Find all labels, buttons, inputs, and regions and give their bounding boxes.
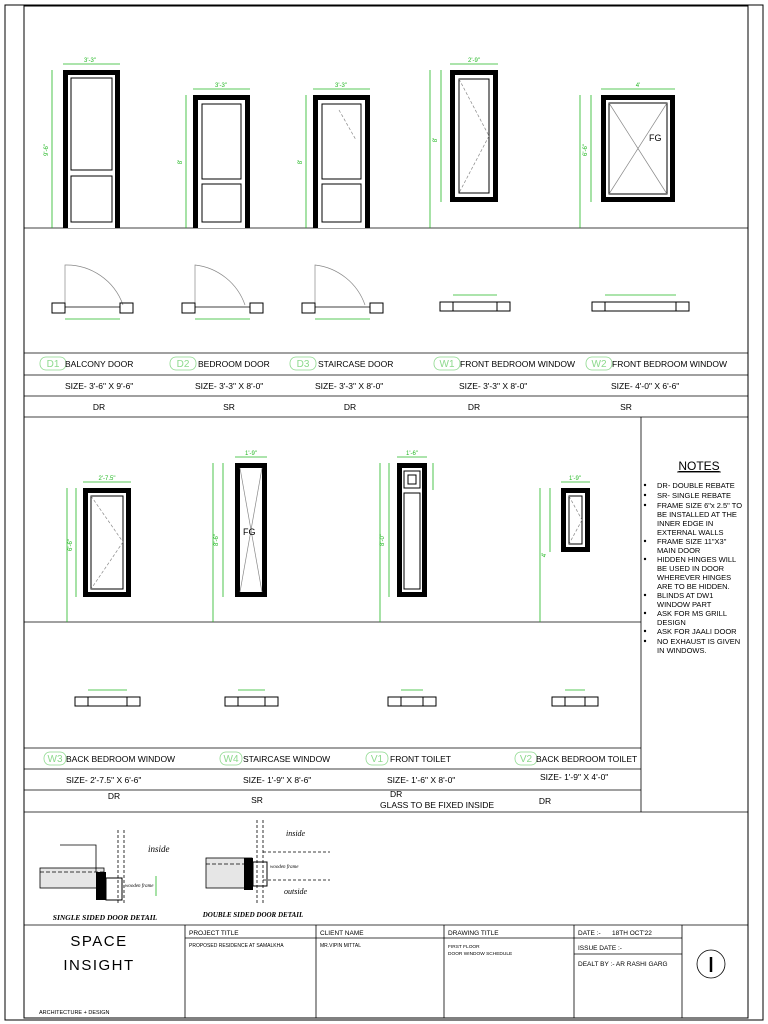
double-outside-label: outside	[284, 887, 308, 896]
plan-d1	[52, 265, 133, 319]
top-schedule	[40, 357, 727, 412]
w2-code: W2	[591, 359, 607, 370]
dealt-by: DEALT BY :- AR RASHI GARG	[578, 961, 668, 968]
w3-rebate: DR	[107, 791, 121, 801]
v1-code: V1	[370, 754, 384, 765]
note-item-9-line: IN WINDOWS.	[657, 646, 707, 655]
project-title-label: PROJECT TITLE	[189, 930, 239, 937]
w1-width-dim: 2'-9"	[468, 58, 480, 64]
date-value: 18TH OCT'22	[612, 930, 652, 937]
single-inside-label: inside	[148, 844, 170, 854]
d3-code: D3	[296, 359, 310, 370]
firm-name-line1: SPACE	[70, 933, 128, 950]
v2-name: BACK BEDROOM TOILET	[536, 754, 638, 764]
note-item-5-line: ARE TO BE HIDDEN.	[657, 582, 730, 591]
d1-height-dim: 9'-6"	[44, 144, 50, 156]
elevation-w3	[67, 476, 131, 622]
w1-size: SIZE- 3'-3" X 8'-0"	[459, 381, 528, 391]
w2-glass-label: FG	[649, 133, 662, 143]
w3-size: SIZE- 2'-7.5" X 6'-6"	[66, 775, 142, 785]
single-detail-title: SINGLE SIDED DOOR DETAIL	[52, 913, 158, 922]
v1-width-dim: 1'-6"	[406, 451, 418, 457]
d3-rebate: DR	[343, 402, 357, 412]
d3-name: STAIRCASE DOOR	[318, 359, 394, 369]
d2-width-dim: 3'-3"	[215, 83, 227, 89]
d3-size: SIZE- 3'-3" X 8'-0"	[315, 381, 384, 391]
note-item-1: DR- DOUBLE REBATE	[657, 481, 735, 490]
v2-width-dim: 1'-9"	[569, 476, 581, 482]
w3-width-dim: 2'-7.5"	[98, 476, 116, 482]
client-name: MR.VIPIN MITTAL	[320, 943, 362, 949]
w1-code: W1	[439, 359, 455, 370]
note-item-3-line: BE INSTALLED AT THE	[657, 510, 737, 519]
note-item-5-line: WHEREVER HINGES	[657, 573, 732, 582]
d2-code: D2	[176, 359, 190, 370]
v1-height-dim: 8'-0"	[380, 534, 386, 546]
w4-glass-label: FG	[243, 527, 256, 537]
plan-d3	[302, 265, 383, 319]
d1-rebate: DR	[92, 402, 106, 412]
plan-v2	[552, 690, 598, 706]
note-item-9-line: NO EXHAUST IS GIVEN	[657, 637, 741, 646]
note-item-2: SR- SINGLE REBATE	[657, 491, 732, 500]
elevation-d2	[178, 83, 250, 228]
w1-rebate: DR	[467, 402, 481, 412]
drawing-title-line2: DOOR WINDOW SCHEDULE	[448, 952, 513, 957]
project-title: PROPOSED RESIDENCE AT SAMALKHA	[189, 943, 284, 949]
d3-width-dim: 3'-3"	[335, 83, 347, 89]
note-item-5-line: BE USED IN DOOR	[657, 564, 725, 573]
note-item-3	[657, 501, 744, 537]
w3-code: W3	[47, 754, 63, 765]
v2-rebate: DR	[538, 796, 552, 806]
d2-name: BEDROOM DOOR	[198, 359, 270, 369]
double-frame-label: wooden frame	[270, 865, 299, 870]
double-inside-label: inside	[286, 829, 306, 838]
v1-rebate: DR	[390, 789, 403, 799]
double-sided-door-detail	[202, 820, 330, 919]
note-item-6-line: WINDOW PART	[657, 600, 712, 609]
w4-height-dim: 8'-6"	[214, 534, 220, 546]
notes-title: NOTES	[678, 459, 720, 473]
plan-d2	[182, 265, 263, 319]
d3-height-dim: 8'	[298, 159, 304, 165]
elevation-w2	[580, 83, 675, 228]
elevation-d1	[44, 58, 120, 228]
bottom-schedule	[44, 752, 637, 810]
note-item-6-line: BLINDS AT DW1	[657, 591, 714, 600]
title-block	[39, 925, 725, 1018]
v2-height-dim: 4'	[542, 552, 548, 558]
w2-name: FRONT BEDROOM WINDOW	[612, 359, 728, 369]
w2-size: SIZE- 4'-0" X 6'-6"	[611, 381, 680, 391]
client-name-label: CLIENT NAME	[320, 930, 364, 937]
elevation-d3	[298, 83, 370, 228]
note-item-4-line: FRAME SIZE 11"X3"	[657, 537, 727, 546]
note-item-5-line: HIDDEN HINGES WILL	[657, 555, 736, 564]
double-detail-title: DOUBLE SIDED DOOR DETAIL	[202, 911, 304, 919]
plan-w1	[440, 295, 510, 311]
w4-width-dim: 1'-9"	[245, 451, 257, 457]
note-item-3-line: INNER EDGE IN	[657, 519, 714, 528]
drawing-title-line1: FIRST FLOOR	[448, 945, 480, 950]
note-item-3-line: EXTERNAL WALLS	[657, 528, 724, 537]
w1-name: FRONT BEDROOM WINDOW	[460, 359, 576, 369]
w1-height-dim: 8'	[433, 137, 439, 143]
v1-name: FRONT TOILET	[390, 754, 451, 764]
notes-panel	[644, 459, 744, 655]
d1-width-dim: 3'-3"	[84, 58, 96, 64]
w4-rebate: SR	[251, 795, 263, 805]
note-item-4	[657, 537, 728, 555]
note-item-7-line: DESIGN	[657, 618, 686, 627]
w2-width-dim: 4'	[635, 83, 641, 89]
drawing-title-label: DRAWING TITLE	[448, 930, 499, 937]
note-item-3-line: FRAME SIZE 6"x 2.5" TO	[657, 501, 743, 510]
d1-size: SIZE- 3'-6" X 9'-6"	[65, 381, 134, 391]
w3-height-dim: 6'-6"	[68, 539, 74, 551]
v1-rebate-note: GLASS TO BE FIXED INSIDE	[380, 800, 494, 810]
d1-name: BALCONY DOOR	[65, 359, 134, 369]
note-item-8: ASK FOR JAALI DOOR	[657, 627, 737, 636]
plan-w3	[75, 690, 140, 706]
firm-name-line2: INSIGHT	[63, 957, 135, 974]
d2-size: SIZE- 3'-3" X 8'-0"	[195, 381, 264, 391]
single-frame-label: wooden frame	[125, 884, 154, 889]
w4-code: W4	[223, 754, 239, 765]
elevation-v1	[380, 451, 433, 622]
plan-w2	[592, 295, 689, 311]
v2-code: V2	[519, 754, 533, 765]
note-item-7	[657, 609, 729, 627]
v1-size: SIZE- 1'-6" X 8'-0"	[387, 775, 456, 785]
issue-date-label: ISSUE DATE :-	[578, 945, 622, 952]
d2-height-dim: 8'	[178, 159, 184, 165]
elevation-v2	[540, 476, 590, 622]
elevation-w1	[430, 58, 498, 228]
w3-name: BACK BEDROOM WINDOW	[66, 754, 176, 764]
v2-size: SIZE- 1'-9" X 4'-0"	[540, 772, 609, 782]
elevation-w4	[213, 451, 267, 622]
note-item-4-line: MAIN DOOR	[657, 546, 701, 555]
note-item-5	[657, 555, 738, 591]
w2-height-dim: 6'-6"	[583, 144, 589, 156]
date-label: DATE :-	[578, 930, 601, 937]
note-item-6	[657, 591, 716, 609]
w2-rebate: SR	[620, 402, 632, 412]
note-item-9	[657, 637, 742, 655]
w4-size: SIZE- 1'-9" X 8'-6"	[243, 775, 312, 785]
single-sided-door-detail	[40, 830, 170, 922]
d2-rebate: SR	[223, 402, 235, 412]
plan-v1	[388, 690, 436, 706]
note-item-7-line: ASK FOR MS GRILL	[657, 609, 727, 618]
plan-w4	[225, 690, 278, 706]
w4-name: STAIRCASE WINDOW	[243, 754, 331, 764]
d1-code: D1	[46, 359, 60, 370]
firm-tagline: ARCHITECTURE + DESIGN	[39, 1010, 110, 1016]
